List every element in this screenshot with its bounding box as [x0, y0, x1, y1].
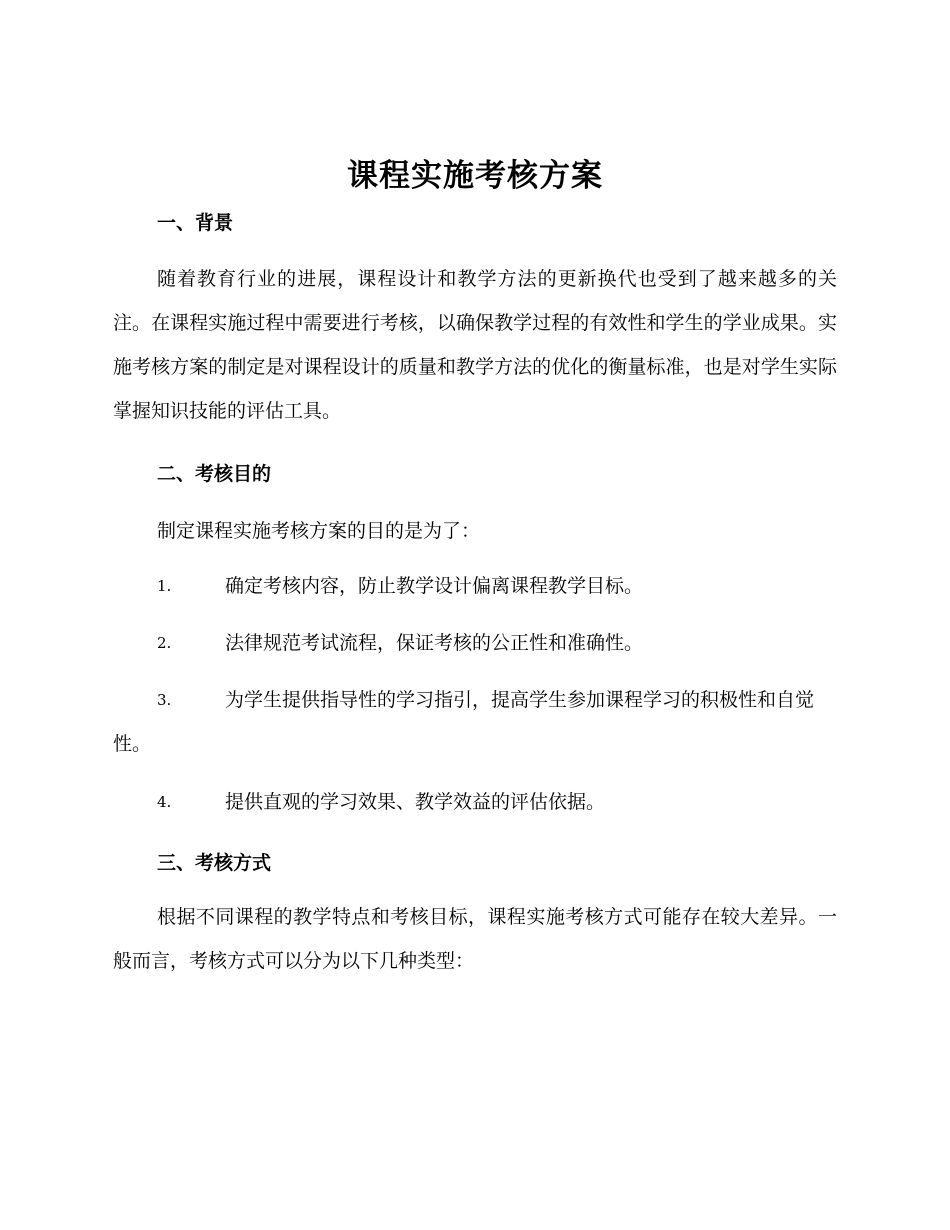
section-heading-background: 一、背景: [157, 212, 234, 234]
list-item-text: 为学生提供指导性的学习指引，提高学生参加课程学习的积极性和自觉性。: [113, 689, 815, 755]
list-item-text: 提供直观的学习效果、教学效益的评估依据。: [225, 791, 606, 813]
list-item-text: 法律规范考试流程，保证考核的公正性和准确性。: [225, 632, 644, 654]
list-item-number: 1.: [157, 577, 172, 595]
list-item: [113, 621, 837, 665]
section-heading-method: 三、考核方式: [157, 852, 272, 874]
section-intro-purpose: 制定课程实施考核方案的目的是为了：: [157, 520, 481, 542]
section-heading-purpose: 二、考核目的: [157, 463, 272, 485]
list-item: [113, 564, 837, 608]
list-item-number: 2.: [157, 634, 172, 652]
page-title: 课程实施考核方案: [347, 158, 603, 194]
list-item-number: 3.: [157, 691, 172, 709]
section-paragraph-background: 随着教育行业的进展，课程设计和教学方法的更新换代也受到了越来越多的关注。在课程实施过程中需要进行考核，以确保教学过程的有效性和学生的学业成果。实施考核方案的制定是对课程设计的质量和教学方法的优化的衡量标准，也是对学生实际掌握知识技能的评估工具。: [113, 268, 837, 422]
list-item: [113, 780, 837, 824]
list-item-text: 确定考核内容，防止教学设计偏离课程教学目标。: [225, 575, 644, 597]
section-paragraph-method: 根据不同课程的教学特点和考核目标，课程实施考核方式可能存在较大差异。一般而言，考核方式可以分为以下几种类型：: [113, 906, 837, 972]
list-item-number: 4.: [157, 793, 172, 811]
list-item: [113, 678, 837, 766]
